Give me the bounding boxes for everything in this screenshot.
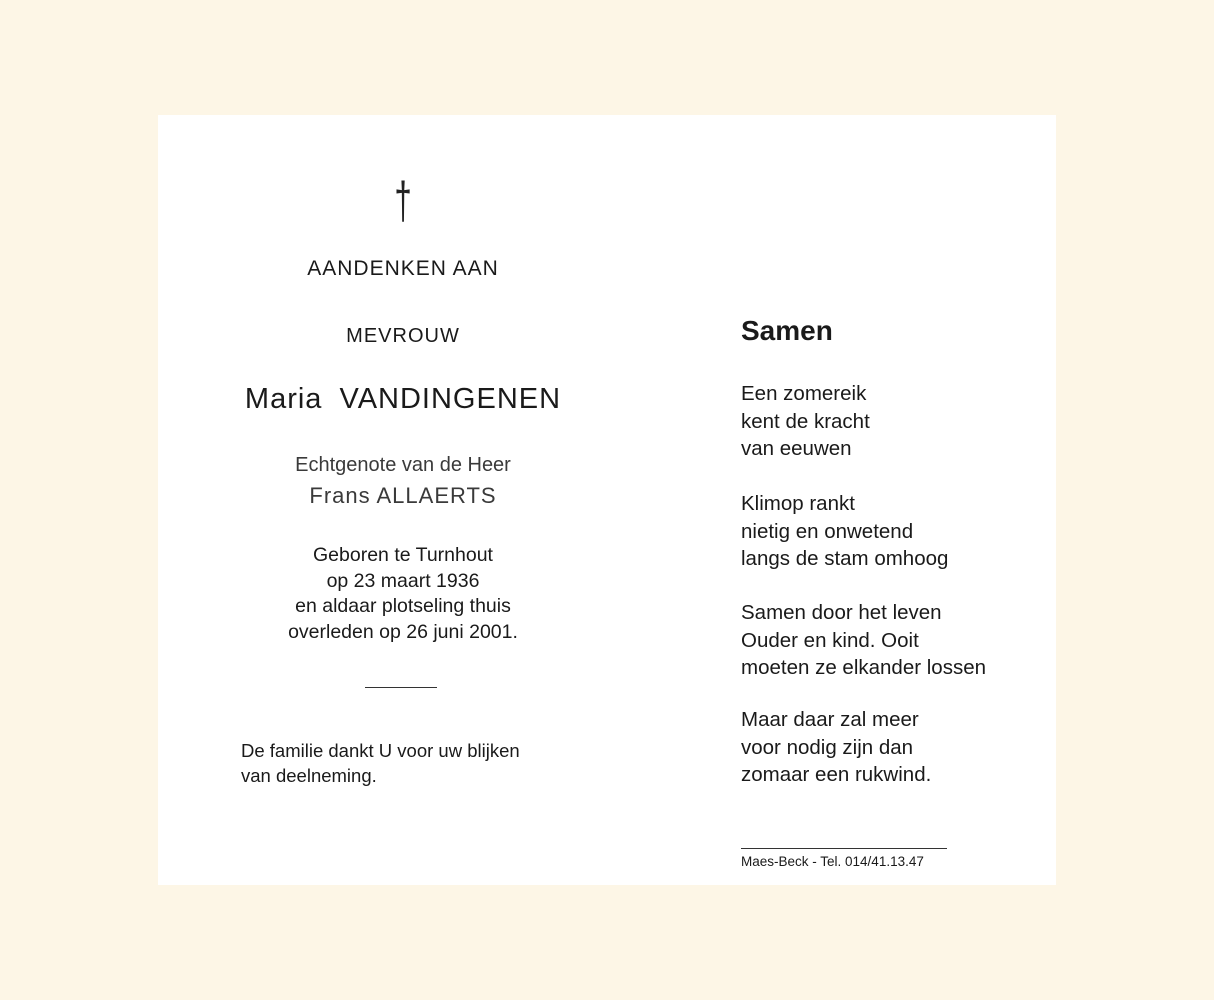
deceased-first-name: Maria	[244, 383, 323, 415]
poem-line: voor nodig zijn dan	[741, 735, 914, 759]
deceased-name	[158, 383, 648, 416]
poem-stanza	[741, 380, 870, 463]
poem-line: Een zomereik	[741, 382, 867, 405]
deceased-last-name: VANDINGENEN	[339, 383, 562, 415]
honorific: MEVROUW	[346, 325, 460, 347]
poem-line: nietig en onwetend	[741, 519, 914, 543]
card-heading: AANDENKEN AAN	[307, 257, 499, 280]
birth-death-info	[158, 543, 648, 645]
family-thanks	[241, 739, 520, 788]
birth-line: en aldaar plotseling thuis	[295, 595, 511, 617]
card-right-panel	[741, 115, 1051, 885]
poem-line: Maar daar zal meer	[741, 708, 919, 731]
poem-line: moeten ze elkander lossen	[741, 656, 987, 679]
poem-stanza	[741, 706, 931, 789]
cross-icon: †	[394, 172, 412, 230]
poem-line: langs de stam omhoog	[741, 547, 949, 570]
birth-line: Geboren te Turnhout	[313, 544, 493, 566]
section-divider	[365, 687, 437, 688]
poem-line: Ouder en kind. Ooit	[741, 628, 919, 652]
poem-line: Klimop rankt	[741, 492, 855, 515]
birth-line: op 23 maart 1936	[326, 569, 480, 592]
poem-line: Samen door het leven	[741, 601, 942, 624]
poem-line: zomaar een rukwind.	[741, 763, 932, 786]
poem-line: kent de kracht	[741, 409, 870, 433]
thanks-line: De familie dankt U voor uw blijken	[241, 740, 520, 761]
printer-divider	[741, 848, 947, 849]
printer-credit: Maes-Beck - Tel. 014/41.13.47	[741, 854, 924, 869]
birth-line: overleden op 26 juni 2001.	[288, 620, 518, 643]
poem-title: Samen	[741, 315, 833, 346]
thanks-line: van deelneming.	[241, 764, 377, 786]
poem-stanza	[741, 490, 948, 573]
spouse-label: Echtgenote van de Heer	[295, 454, 511, 476]
memorial-card	[158, 115, 1056, 885]
card-left-panel	[158, 115, 648, 885]
poem-line: van eeuwen	[741, 437, 852, 460]
spouse-name: Frans ALLAERTS	[309, 483, 497, 508]
poem-stanza	[741, 599, 986, 682]
